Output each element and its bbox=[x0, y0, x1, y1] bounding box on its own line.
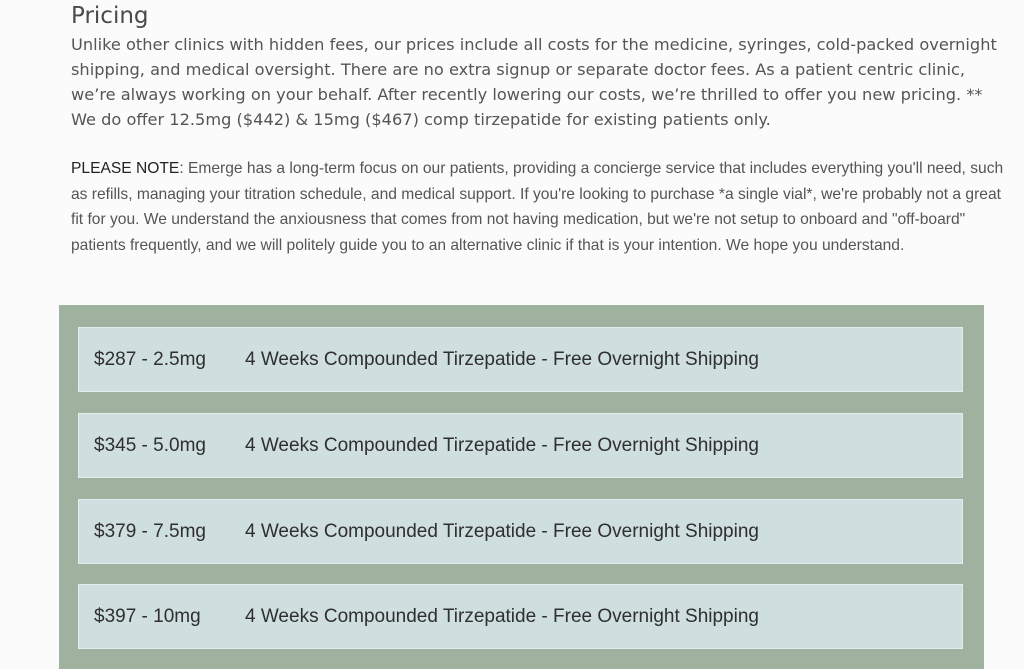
pricing-option[interactable] bbox=[78, 584, 963, 649]
price-description: 4 Weeks Compounded Tirzepatide - Free Overnight Shipping bbox=[245, 606, 759, 627]
please-note-paragraph bbox=[71, 156, 1006, 258]
page-title: Pricing bbox=[71, 3, 149, 29]
please-note-text: : Emerge has a long-term focus on our patients, providing a concierge service that includes everything you'll need, such as refills, managing your titration schedule, and medical support. If you're looking to purchase *a single vial*, we're probably not a great fit for you. We understand the anxiousness that comes from not having medication, but we're not setup to onboard and "off-board" patients frequently, and we will politely guide you to an alternative clinic if that is your intention. We hope you understand. bbox=[71, 160, 1004, 254]
price-label: $397 - 10mg bbox=[94, 606, 201, 627]
price-label: $379 - 7.5mg bbox=[94, 521, 206, 542]
pricing-options-panel bbox=[59, 305, 984, 669]
pricing-option[interactable] bbox=[78, 413, 963, 478]
pricing-option[interactable] bbox=[78, 499, 963, 564]
price-label: $345 - 5.0mg bbox=[94, 435, 206, 456]
pricing-intro-text: Unlike other clinics with hidden fees, our prices include all costs for the medicine, syringes, cold-packed overnight shipping, and medical oversight. There are no extra signup or separate doctor fees. As a patient centric clinic, we’re always working on your behalf. After recently lowering our costs, we’re thrilled to offer you new pricing. ** We do offer 12.5mg ($442) & 15mg ($467) comp tirzepatide for existing patients only. bbox=[71, 35, 997, 129]
price-label: $287 - 2.5mg bbox=[94, 349, 206, 370]
pricing-option[interactable] bbox=[78, 327, 963, 392]
price-description: 4 Weeks Compounded Tirzepatide - Free Overnight Shipping bbox=[245, 349, 759, 370]
please-note-label: PLEASE NOTE bbox=[71, 160, 180, 177]
price-description: 4 Weeks Compounded Tirzepatide - Free Overnight Shipping bbox=[245, 435, 759, 456]
price-description: 4 Weeks Compounded Tirzepatide - Free Overnight Shipping bbox=[245, 521, 759, 542]
